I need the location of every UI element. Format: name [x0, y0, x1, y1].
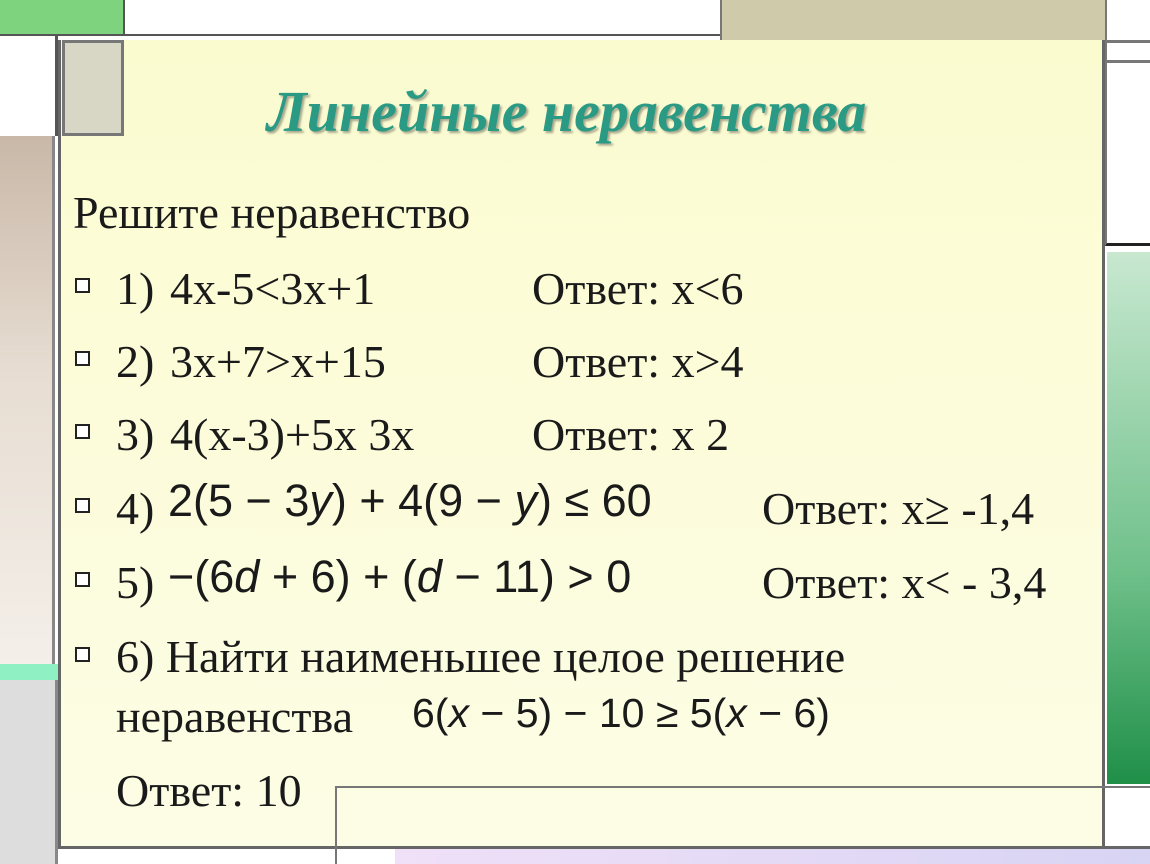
- item-answer: Ответ: х≥ -1,4: [762, 483, 1035, 534]
- decor-inner-square: [62, 40, 124, 136]
- bullet-icon: [75, 498, 90, 513]
- instruction-text: Решите неравенство: [73, 187, 471, 238]
- item-formula: 2(5 − 3y) + 4(9 − y) ≤ 60: [168, 475, 652, 526]
- decor-left-mint: [0, 664, 58, 680]
- item-answer: Ответ: х<6: [532, 263, 744, 314]
- item-number: 5): [116, 557, 155, 608]
- bullet-icon: [75, 351, 90, 366]
- decor-left-white: [0, 36, 58, 136]
- decor-bottom-box: [335, 786, 1150, 864]
- decor-right-white: [1105, 0, 1150, 246]
- item6-line1: 6) Найти наименьшее целое решение: [116, 631, 846, 682]
- decor-line: [1105, 60, 1150, 63]
- item-task: 4х-5<3х+1: [170, 263, 376, 314]
- item6-answer: Ответ: 10: [116, 765, 302, 816]
- item-number: 3): [116, 409, 155, 460]
- bullet-icon: [75, 424, 90, 439]
- item-number: 2): [116, 336, 155, 387]
- slide-title: Линейные неравенства: [267, 79, 867, 144]
- item6-formula: 6(x − 5) − 10 ≥ 5(x − 6): [412, 690, 830, 736]
- bullet-icon: [75, 572, 90, 587]
- decor-line: [1105, 40, 1150, 43]
- item-answer: Ответ: х< - 3,4: [762, 557, 1047, 608]
- decor-left-gray: [0, 680, 58, 864]
- decor-left-beige-gradient: [0, 136, 55, 664]
- item-task: 4(х-3)+5х 3х: [170, 409, 415, 460]
- item-answer: Ответ: х 2: [532, 409, 730, 460]
- decor-right-green-gradient: [1107, 252, 1150, 784]
- decor-green-block: [0, 0, 125, 36]
- item-formula: −(6d + 6) + (d − 11) > 0: [168, 551, 632, 602]
- item6-line2: неравенства: [116, 691, 353, 742]
- bullet-icon: [75, 647, 90, 662]
- item-answer: Ответ: х>4: [532, 336, 744, 387]
- item-number: 1): [116, 263, 155, 314]
- item-number: 4): [116, 483, 155, 534]
- item-task: 3х+7>х+15: [170, 336, 386, 387]
- decor-white-strip: [125, 0, 720, 36]
- bullet-icon: [75, 278, 90, 293]
